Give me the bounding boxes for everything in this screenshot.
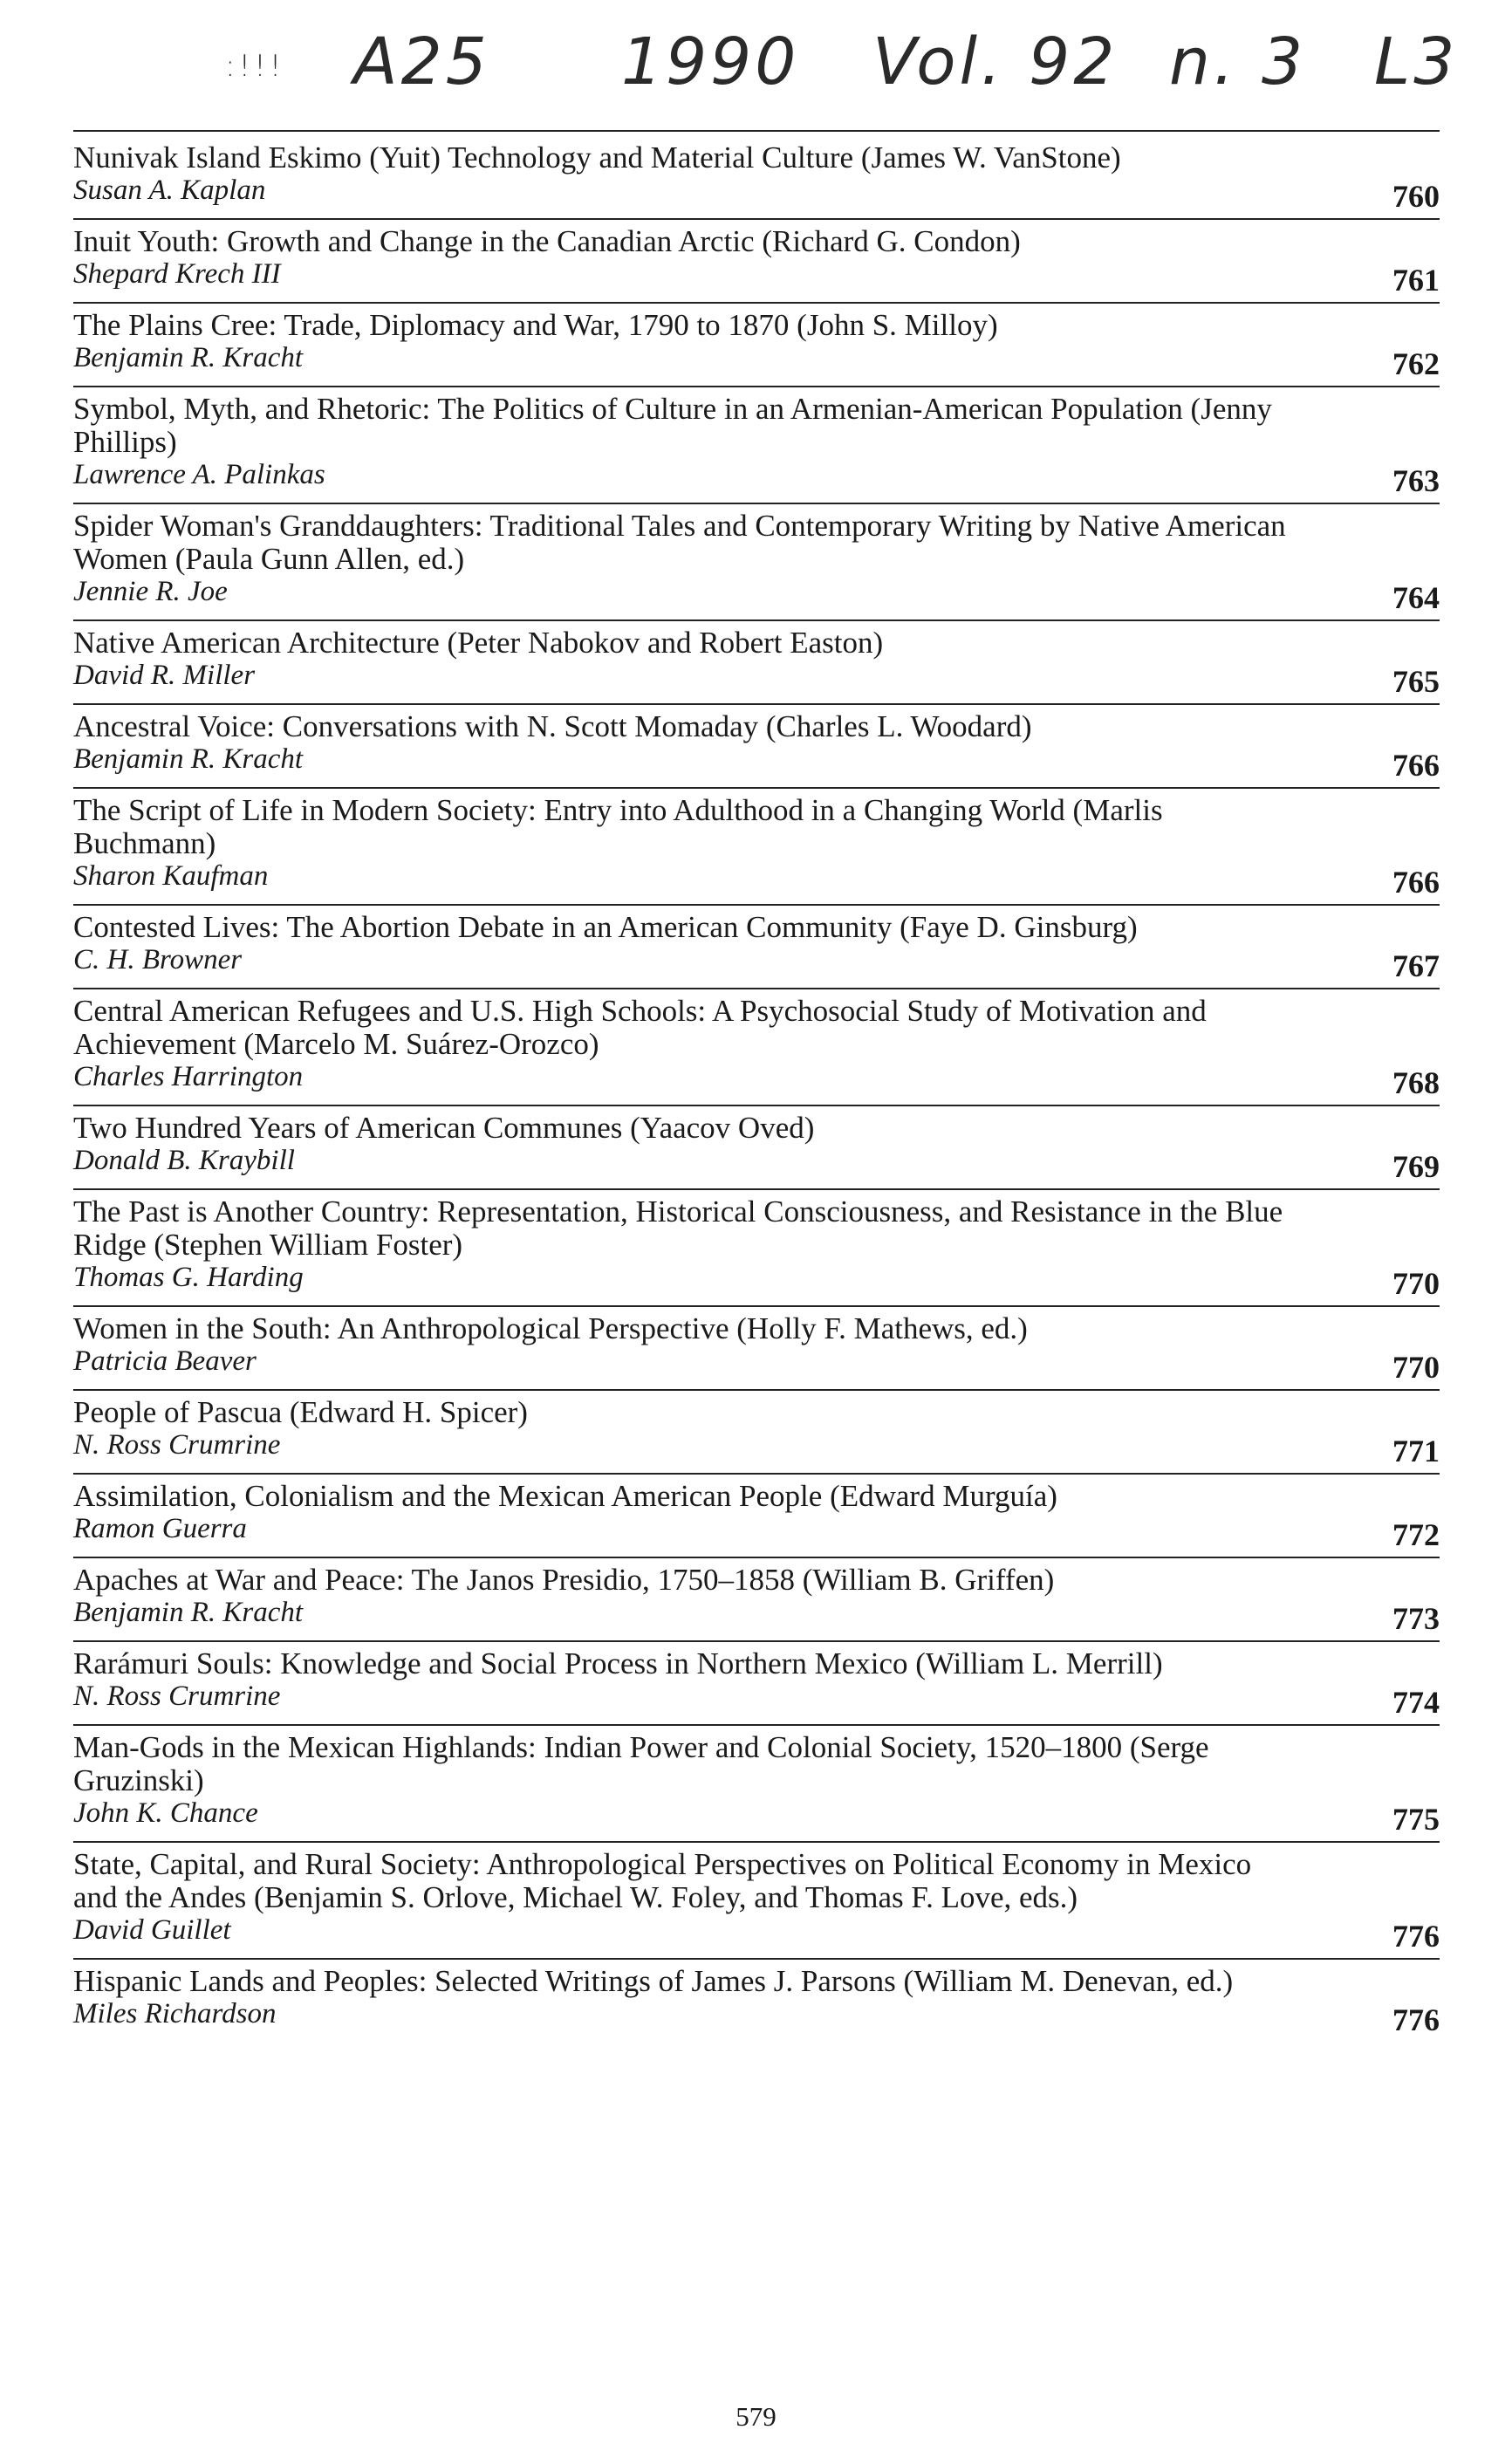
review-entry: [73, 1106, 1440, 1190]
book-title: Hispanic Lands and Peoples: Selected Writings of James J. Parsons (William M. Denevan, ed.): [73, 1964, 1234, 1998]
page-number: 773: [1392, 1601, 1440, 1636]
folio-page-number: 579: [735, 2401, 777, 2432]
page-number: 772: [1392, 1517, 1440, 1552]
handwritten-issue: n. 3: [1169, 24, 1307, 99]
reviewer-name: Donald B. Kraybill: [73, 1145, 295, 1176]
book-title: Two Hundred Years of American Communes (Yaacov Oved): [73, 1111, 815, 1145]
book-title: The Past is Another Country: Representation, Historical Consciousness, and Resistance in the Blue Ridge (Stephen William Foster): [73, 1194, 1283, 1262]
page-number: 770: [1392, 1350, 1440, 1385]
top-rule: [73, 130, 1440, 132]
reviewer-line: [73, 1061, 1440, 1099]
reviewer-line: [73, 1262, 1440, 1300]
review-entry: [73, 304, 1440, 387]
reviewer-line: [73, 342, 1440, 380]
book-title: Ancestral Voice: Conversations with N. Scott Momaday (Charles L. Woodard): [73, 709, 1032, 743]
review-entry: [73, 136, 1440, 220]
review-entry: [73, 1475, 1440, 1558]
book-title: The Script of Life in Modern Society: Entry into Adulthood in a Changing World (Marlis Buchmann): [73, 793, 1163, 860]
book-title: Central American Refugees and U.S. High Schools: A Psychosocial Study of Motivation and Achievement (Marcelo M. Suárez-Orozco): [73, 994, 1207, 1061]
page-number: 769: [1392, 1149, 1440, 1184]
book-title: Contested Lives: The Abortion Debate in an American Community (Faye D. Ginsburg): [73, 910, 1138, 944]
reviewer-line: [73, 1597, 1440, 1635]
review-entry: [73, 504, 1440, 621]
page-number: 765: [1392, 664, 1440, 699]
page-number: 760: [1392, 179, 1440, 214]
review-list: [73, 136, 1440, 2042]
reviewer-name: Susan A. Kaplan: [73, 175, 266, 206]
reviewer-name: N. Ross Crumrine: [73, 1680, 281, 1712]
handwritten-year: 1990: [621, 24, 800, 99]
reviewer-line: [73, 258, 1440, 297]
page-number: 776: [1392, 2002, 1440, 2037]
reviewer-line: [73, 1998, 1440, 2036]
handwritten-mark: :!!!: [225, 49, 285, 84]
review-entry: [73, 1391, 1440, 1475]
handwritten-code: L3: [1374, 24, 1459, 99]
reviewer-line: [73, 944, 1440, 982]
reviewer-name: Benjamin R. Kracht: [73, 743, 304, 775]
book-title: State, Capital, and Rural Society: Anthropological Perspectives on Political Economy in Mexico and the Andes (Benjamin S. Orlove, Michael W. Foley, and Thomas F. Love, eds.): [73, 1847, 1252, 1914]
page-number: 762: [1392, 346, 1440, 381]
reviewer-name: Charles Harrington: [73, 1061, 304, 1092]
review-entry: [73, 1960, 1440, 2042]
book-title: Native American Architecture (Peter Nabokov and Robert Easton): [73, 626, 884, 660]
book-title: Man-Gods in the Mexican Highlands: Indian Power and Colonial Society, 1520–1800 (Serge Gruzinski): [73, 1730, 1209, 1797]
review-entry: [73, 387, 1440, 504]
book-title: Apaches at War and Peace: The Janos Presidio, 1750–1858 (William B. Griffen): [73, 1563, 1055, 1597]
book-title: Nunivak Island Eskimo (Yuit) Technology and Material Culture (James W. VanStone): [73, 140, 1121, 175]
book-title: Women in the South: An Anthropological Perspective (Holly F. Mathews, ed.): [73, 1311, 1028, 1345]
page-number: 776: [1392, 1919, 1440, 1954]
review-entry: [73, 621, 1440, 705]
book-title: Rarámuri Souls: Knowledge and Social Process in Northern Mexico (William L. Merrill): [73, 1646, 1163, 1680]
handwritten-shelfmark: A25: [353, 24, 490, 99]
reviewer-line: [73, 660, 1440, 698]
book-title: The Plains Cree: Trade, Diplomacy and War, 1790 to 1870 (John S. Milloy): [73, 308, 998, 342]
reviewer-line: [73, 459, 1440, 497]
page-number: 766: [1392, 865, 1440, 900]
reviewer-name: Miles Richardson: [73, 1998, 277, 2029]
handwritten-volume: Vol. 92: [872, 24, 1119, 99]
book-title: Symbol, Myth, and Rhetoric: The Politics of Culture in an Armenian-American Population (Jenny Phillips): [73, 392, 1272, 459]
review-entry: [73, 906, 1440, 989]
page-number: 767: [1392, 948, 1440, 983]
reviewer-name: Ramon Guerra: [73, 1513, 247, 1544]
reviewer-name: Thomas G. Harding: [73, 1262, 304, 1293]
page-number: 770: [1392, 1266, 1440, 1301]
reviewer-line: [73, 1914, 1440, 1953]
reviewer-name: David R. Miller: [73, 660, 256, 691]
book-title: People of Pascua (Edward H. Spicer): [73, 1395, 528, 1429]
page-number: 763: [1392, 463, 1440, 498]
reviewer-line: [73, 860, 1440, 899]
reviewer-line: [73, 1513, 1440, 1551]
reviewer-line: [73, 1680, 1440, 1719]
review-entry: [73, 789, 1440, 906]
reviewer-name: Sharon Kaufman: [73, 860, 269, 892]
reviewer-line: [73, 1797, 1440, 1836]
page-number: 766: [1392, 748, 1440, 783]
review-entry: [73, 1190, 1440, 1307]
handwritten-annotation: [0, 24, 1512, 112]
book-title: Assimilation, Colonialism and the Mexican American People (Edward Murguía): [73, 1479, 1057, 1513]
page-number: 771: [1392, 1434, 1440, 1468]
reviewer-line: [73, 743, 1440, 782]
reviewer-name: Patricia Beaver: [73, 1345, 257, 1377]
reviewer-name: Shepard Krech III: [73, 258, 281, 290]
review-entry: [73, 220, 1440, 304]
page-number: 768: [1392, 1065, 1440, 1100]
reviewer-name: John K. Chance: [73, 1797, 258, 1829]
review-entry: [73, 1558, 1440, 1642]
reviewer-name: Lawrence A. Palinkas: [73, 459, 325, 490]
reviewer-line: [73, 175, 1440, 213]
reviewer-line: [73, 576, 1440, 614]
review-entry: [73, 1307, 1440, 1391]
page-number: 764: [1392, 580, 1440, 615]
reviewer-name: David Guillet: [73, 1914, 231, 1946]
review-entry: [73, 989, 1440, 1106]
reviewer-line: [73, 1429, 1440, 1468]
page-number: 775: [1392, 1802, 1440, 1837]
reviewer-name: Jennie R. Joe: [73, 576, 228, 607]
reviewer-name: C. H. Browner: [73, 944, 243, 975]
review-entry: [73, 1642, 1440, 1726]
review-entry: [73, 705, 1440, 789]
page-number: 774: [1392, 1685, 1440, 1720]
book-title: Inuit Youth: Growth and Change in the Canadian Arctic (Richard G. Condon): [73, 224, 1021, 258]
reviewer-name: Benjamin R. Kracht: [73, 1597, 304, 1628]
review-entry: [73, 1726, 1440, 1843]
reviewer-name: Benjamin R. Kracht: [73, 342, 304, 373]
reviewer-line: [73, 1345, 1440, 1384]
reviewer-name: N. Ross Crumrine: [73, 1429, 281, 1461]
page-number: 761: [1392, 263, 1440, 298]
review-entry: [73, 1843, 1440, 1960]
reviewer-line: [73, 1145, 1440, 1183]
book-title: Spider Woman's Granddaughters: Traditional Tales and Contemporary Writing by Native American Women (Paula Gunn Allen, ed.): [73, 509, 1286, 576]
